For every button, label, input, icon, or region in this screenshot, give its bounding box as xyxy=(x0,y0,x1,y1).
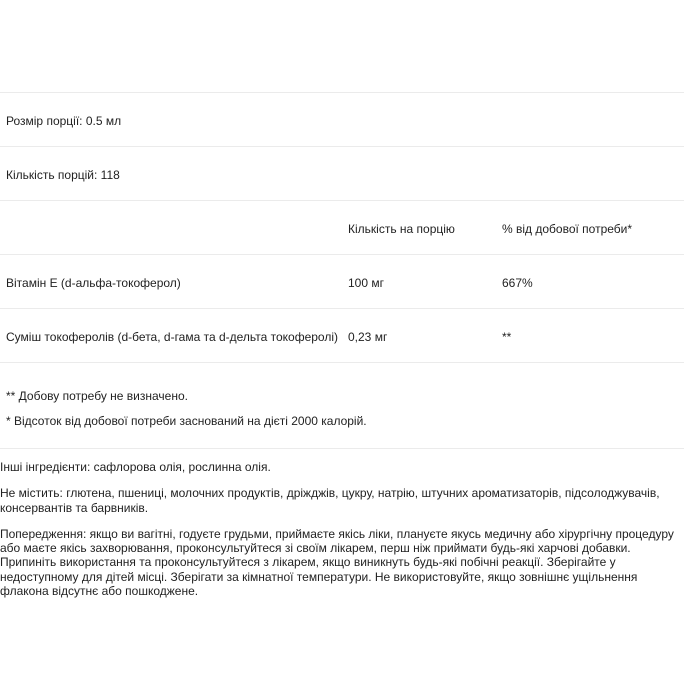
table-header-row xyxy=(0,201,684,255)
serving-size-row xyxy=(0,93,684,147)
supplement-facts-table xyxy=(0,92,684,363)
footnote-not-established: ** Добову потребу не визначено. xyxy=(6,389,188,403)
product-notes xyxy=(0,460,684,610)
serving-size: Розмір порції: 0.5 мл xyxy=(6,114,122,128)
footnote-percent-basis: * Відсоток від добової потреби заснований на дієті 2000 калорій. xyxy=(6,414,367,428)
nutrient-name: Суміш токоферолів (d-бета, d-гама та d-дельта токоферолі) xyxy=(6,330,338,344)
nutrient-daily-value: 667% xyxy=(502,276,533,290)
table-row xyxy=(0,255,684,309)
table-row xyxy=(0,309,684,363)
other-ingredients: Інші інгредієнти: сафлорова олія, рослинна олія. xyxy=(0,460,271,474)
free-from-statement: Не містить: глютена, пшениці, молочних продуктів, дріжджів, цукру, натрію, штучних ароматизаторів, підсолоджувачів, консервантів та барвників. xyxy=(0,486,660,515)
nutrient-amount: 0,23 мг xyxy=(348,330,388,344)
warning-statement: Попередження: якщо ви вагітні, годуєте грудьми, приймаєте якісь ліки, плануєте якусь медичну або хірургічну процедуру або маєте якісь захворювання, проконсультуйтеся зі своїм лікарем, перш ніж приймати будь-які харчові добавки. Припиніть використання та проконсультуйтеся з лікарем, якщо виникнуть будь-які побічні реакції. Зберігайте у недоступному для дітей місці. Зберігати за кімнатної температури. Не використовуйте, якщо зовнішнє ущільнення флакона відсутнє або пошкоджене. xyxy=(0,526,674,599)
nutrient-daily-value: ** xyxy=(502,330,512,344)
servings-count-row xyxy=(0,147,684,201)
nutrient-name: Вітамін Е (d-альфа-токоферол) xyxy=(6,276,181,290)
nutrient-amount: 100 мг xyxy=(348,276,384,290)
amount-column-header: Кількість на порцію xyxy=(348,222,455,236)
servings-count: Кількість порцій: 118 xyxy=(6,168,120,182)
daily-value-column-header: % від добової потреби* xyxy=(502,222,633,236)
footnotes xyxy=(0,368,684,449)
